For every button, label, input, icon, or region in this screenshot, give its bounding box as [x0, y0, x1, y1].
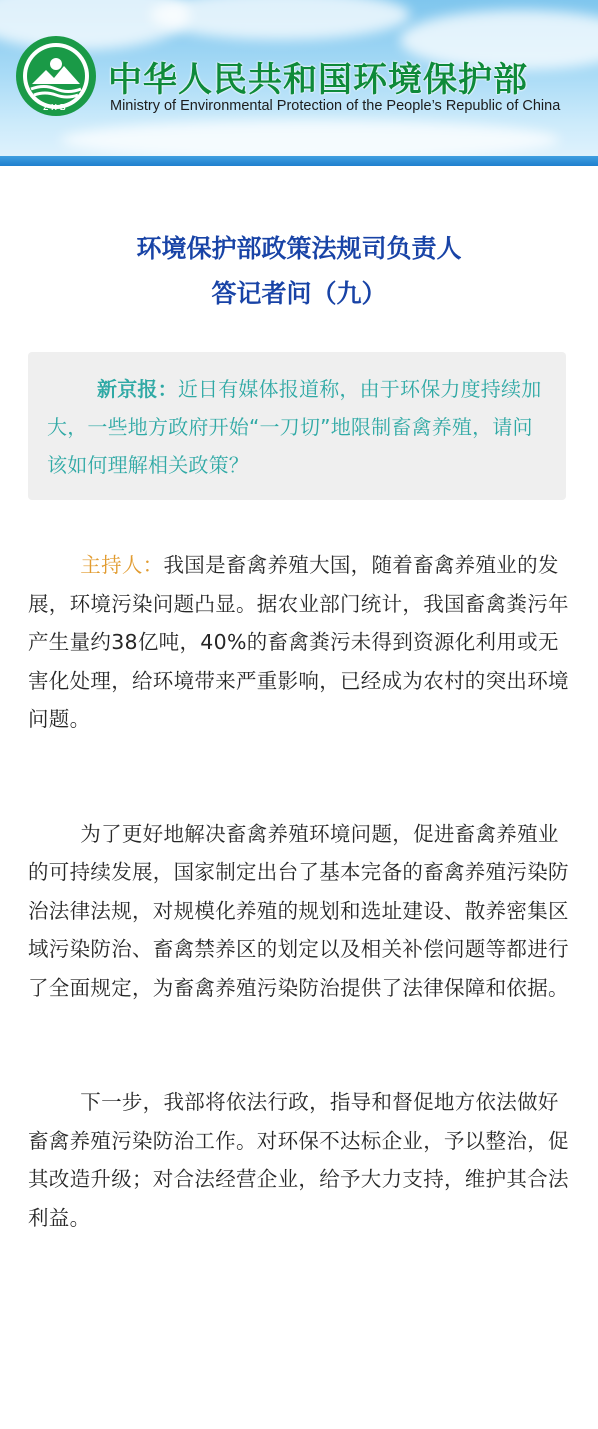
reporter-question-box — [28, 352, 566, 500]
answer-paragraph-3: 下一步，我部将依法行政，指导和督促地方依法做好畜禽养殖污染防治工作。对环保不达标企业，予以整治，促其改造升级；对合法经营企业，给予大力支持，维护其合法利益。 — [28, 1090, 569, 1230]
sky-cloud — [150, 0, 410, 40]
logo-lettering: ZHB — [43, 103, 69, 112]
article-title-line-1: 环境保护部政策法规司负责人 — [136, 234, 462, 263]
answer-paragraph-1-text: 我国是畜禽养殖大国，随着畜禽养殖业的发展，环境污染问题凸显。据农业部门统计，我国畜禽粪污年产生量约38亿吨，40%的畜禽粪污未得到资源化利用或无害化处理，给环境带来严重影响，已经成为农村的突出环境问题。 — [28, 553, 569, 731]
banner-bottom-stripe — [0, 156, 598, 166]
answer-paragraph-1 — [28, 546, 570, 739]
reporter-label: 新京报： — [97, 377, 178, 401]
ministry-name-en: Ministry of Environmental Protection of the People’s Republic of China — [110, 98, 561, 114]
answer-paragraph-2: 为了更好地解决畜禽养殖环境问题，促进畜禽养殖业的可持续发展，国家制定出台了基本完备的畜禽养殖污染防治法律法规，对规模化养殖的规划和选址建设、散养密集区域污染防治、畜禽禁养区的划定以及相关补偿问题等都进行了全面规定，为畜禽养殖污染防治提供了法律保障和依据。 — [28, 821, 569, 1000]
sky-cloud — [60, 120, 560, 160]
answer-body — [28, 546, 570, 1313]
ministry-name-cn: 中华人民共和国环境保护部 — [108, 60, 528, 100]
host-label: 主持人： — [80, 553, 164, 577]
header-banner — [0, 0, 598, 166]
reporter-question-text: 近日有媒体报道称，由于环保力度持续加大，一些地方政府开始“一刀切”地限制畜禽养殖，请问该如何理解相关政策？ — [47, 377, 542, 477]
article-title-line-2: 答记者问（九） — [211, 279, 387, 308]
article-title — [0, 226, 598, 316]
ministry-logo — [14, 34, 98, 118]
